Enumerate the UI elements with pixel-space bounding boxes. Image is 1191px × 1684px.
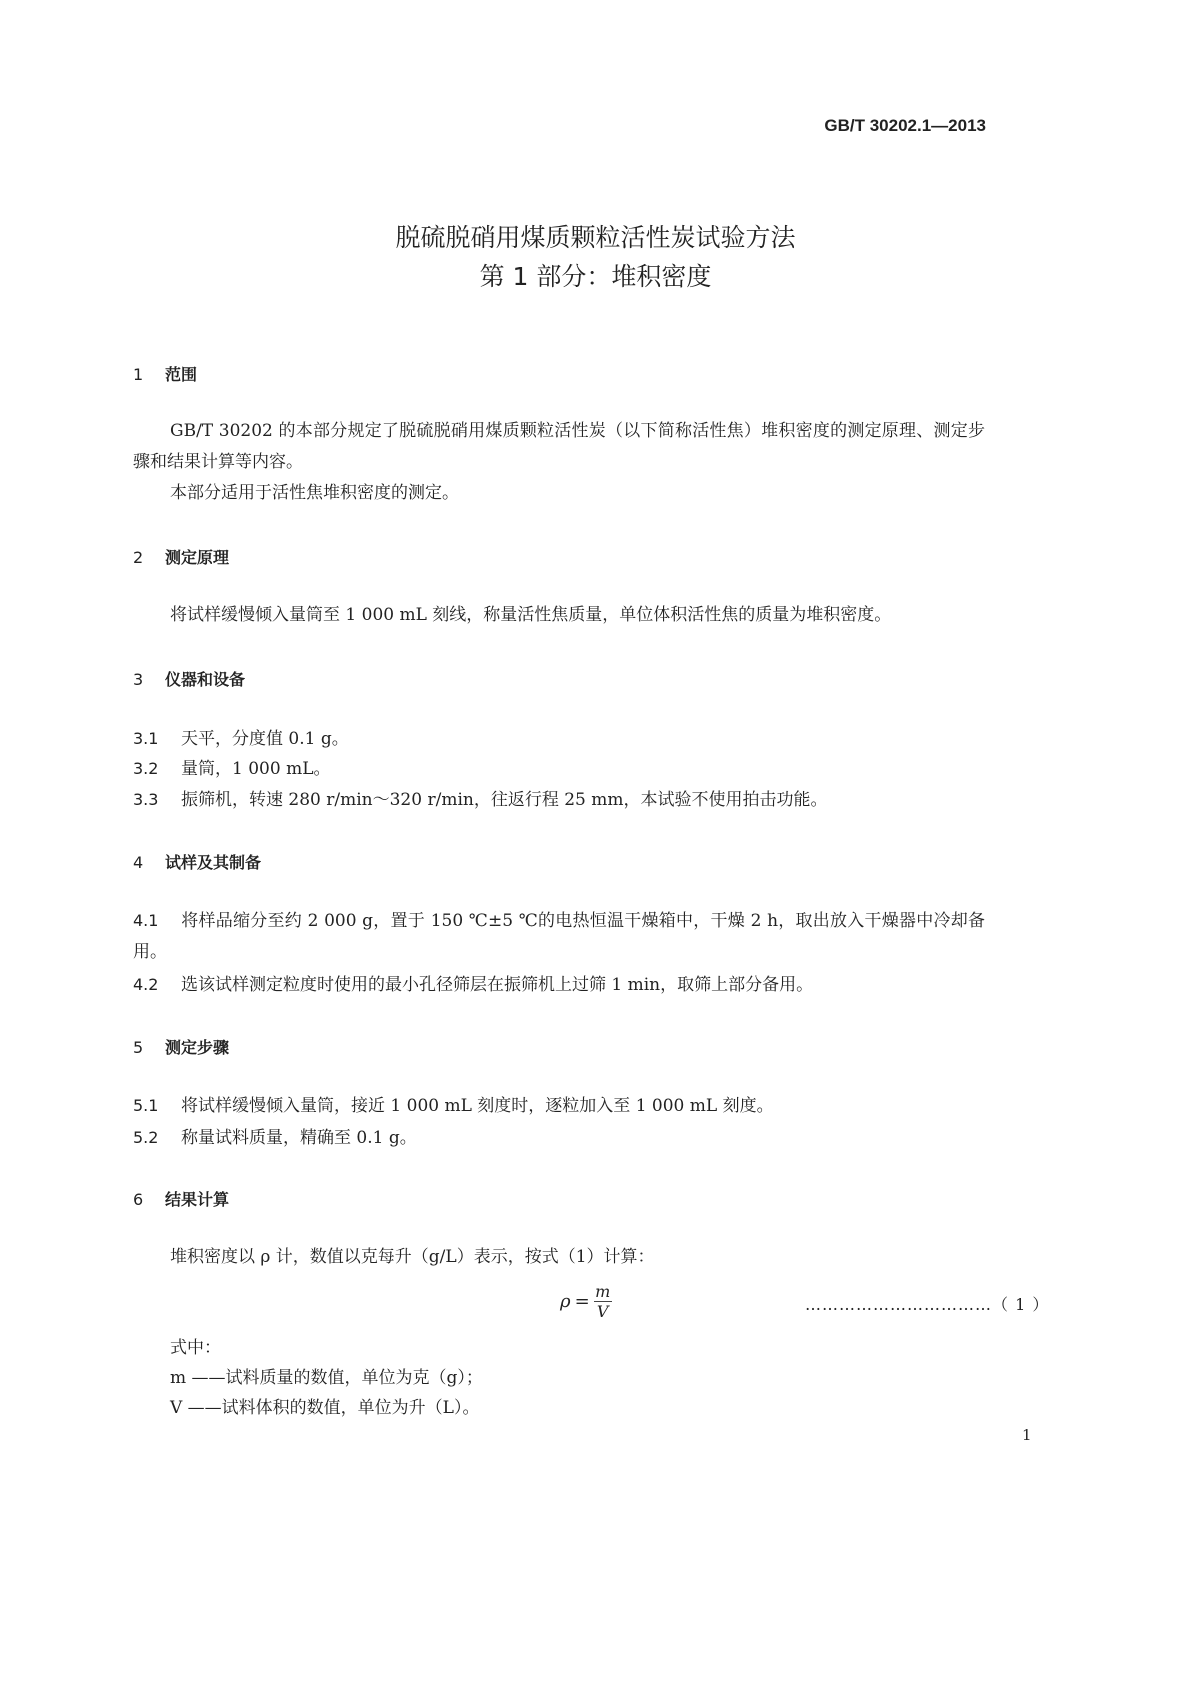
paragraph: GB/T 30202 的本部分规定了脱硫脱硝用煤质颗粒活性炭（以下简称活性焦）堆积密度的测定原理、测定步骤和结果计算等内容。: [133, 421, 985, 472]
clause-3-3: 3.3 振筛机，转速 280 r/min～320 r/min，往返行程 25 mm，本试验不使用拍击功能。: [133, 790, 828, 810]
where-label: 式中：: [170, 1338, 221, 1358]
paragraph: 本部分适用于活性焦堆积密度的测定。: [170, 483, 459, 503]
equation-number: ……………………………（ 1 ）: [805, 1295, 1050, 1314]
clause-4-1: 4.1 将样品缩分至约 2 000 g，置于 150 ℃±5 ℃的电热恒温干燥箱中，干燥 2 h，取出放入干燥器中冷却备用。: [133, 911, 985, 962]
clause-5-1: 5.1 将试样缓慢倾入量筒，接近 1 000 mL 刻度时，逐粒加入至 1 000 mL 刻度。: [133, 1096, 774, 1116]
section-heading-2: 2 测定原理: [133, 548, 230, 567]
definition-m: m ——试料质量的数值，单位为克（g）；: [170, 1368, 483, 1388]
section-heading-6: 6 结果计算: [133, 1190, 230, 1209]
section-heading-5: 5 测定步骤: [133, 1038, 230, 1057]
section-heading-4: 4 试样及其制备: [133, 853, 262, 872]
section-heading-1: 1 范围: [133, 365, 198, 384]
section-heading-3: 3 仪器和设备: [133, 670, 246, 689]
document-title: 脱硫脱硝用煤质颗粒活性炭试验方法: [395, 223, 796, 252]
clause-5-2: 5.2 称量试料质量，精确至 0.1 g。: [133, 1128, 417, 1148]
formula-1: ρ = $\frac{m}{V}$: [560, 1282, 611, 1321]
definition-v: V ——试料体积的数值，单位为升（L）。: [170, 1398, 480, 1418]
paragraph: 堆积密度以 ρ 计，数值以克每升（g/L）表示，按式（1）计算：: [170, 1247, 655, 1267]
clause-4-2: 4.2 选该试样测定粒度时使用的最小孔径筛层在振筛机上过筛 1 min，取筛上部分备用。: [133, 975, 814, 995]
clause-3-2: 3.2 量筒，1 000 mL。: [133, 759, 331, 779]
paragraph: 将试样缓慢倾入量筒至 1 000 mL 刻线，称量活性焦质量，单位体积活性焦的质量为堆积密度。: [170, 605, 892, 625]
page-number: 1: [1022, 1426, 1032, 1444]
standard-number: GB/T 30202.1—2013: [824, 116, 986, 135]
clause-3-1: 3.1 天平，分度值 0.1 g。: [133, 729, 349, 749]
document-subtitle: 第 1 部分：堆积密度: [479, 262, 712, 291]
